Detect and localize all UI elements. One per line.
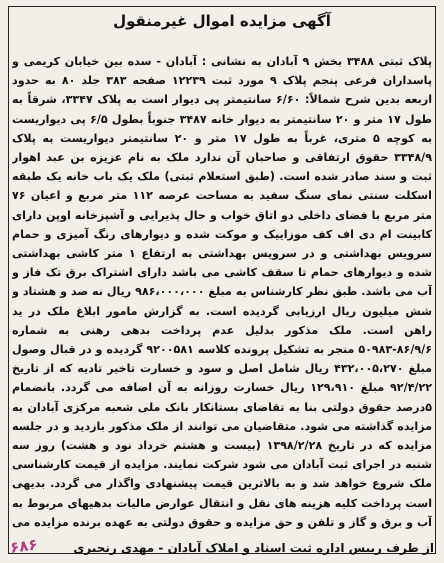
notice-title: آگهی مزایده اموال غیرمنقول xyxy=(113,12,331,30)
corner-handwritten-mark: ۶۸۶ xyxy=(8,535,39,557)
notice-signature: از طرف رییس اداره ثبت اسناد و املاک آبادان - مهدی رنجبری xyxy=(73,541,434,555)
notice-body: پلاک ثبتی ۳۴۸۸ بخش ۹ آبادان به نشانی : آبادان - سده بین خیابان کریمی و پاسداران فرعی پنجم پلاک ۹ مورد ثبت ۱۲۲۳۹ صفحه ۳۸۳ جلد ۸۰ به حدود اربعه بدین شرح شمالاً: ۶/۶۰ سانتیمتر پی دیوار است به پلاک ۳۳۴۷، شرقاً به طول ۱۷ متر و ۲۰ سانتیمتر به دیوار خانه ۳۴۸۷ جنوباً بطول ۶/۵ پی دیواریست به کوچه ۵ متری، غرباً به طول ۱۷ متر و ۲۰ سانتیمتر دیواریست به پلاک ۳۳۴۸/۹ حقوق ارتفاقی و صاحبان آن ندارد ملک به نام عزیزه بن عبد اهوار ثبت و سند صادر شده است. (طبق استعلام ثبتی) ملک یک باب خانه یک طبقه اسکلت سنتی نمای سنگ سفید به مساحت عرصه ۱۱۲ متر مربع و اعیان ۷۶ متر مربع با فضای داخلی دو اتاق خواب و حال پذیرایی و آشپزخانه اوپن دارای کابینت ام دی اف کف موزاییک و موکت شده و دیوارهای رنگ آمیزی و حمام سرویس بهداشتی و در سرویس بهداشتی به ارتفاع ۱ متر کاشی بهداشتی شده و دیوارهای حمام تا سقف کاشی می باشد دارای اشتراک برق تک فاز و آب می باشد. طبق نظر کارشناس به مبلغ ۹۸۶،۰۰۰،۰۰۰ ریال نه صد و هشتاد و شش میلیون ریال ارزیابی گردیده است. به گزارش مامور ابلاغ ملک در ید راهن است. ملک مذکور بدلیل عدم پرداخت بدهی رهنی به شماره ۸۶/۹/۶-۵۰۹۸۳ منجر به تشکیل پرونده کلاسه ۹۲۰۰۵۸۱ گردیده و در قبال وصول مبلغ ۴۳۲،۰۰۵،۲۷۰ ریال شامل اصل و سود و خسارت تاخیر تادیه که از تاریخ ۹۲/۴/۲۲ مبلغ ۱۲۹،۹۱۰ ریال خسارت روزانه به آن اضافه می گردد. بانضمام ۵درصد حقوق دولتی بنا به تقاضای بستانکار بانک ملی شعبه مرکزی آبادان به مزایده گذاشته می شود. متقاضیان می توانند از ملک مذکور بازدید و در جلسه مزایده که در تاریخ ۱۳۹۸/۲/۲۸ (بیست و هشتم خرداد نود و هشت) روز سه شنبه در اجرای ثبت آبادان می شود شرکت نمایند. مزایده از قیمت کارشناسی ملک شروع خواهد شد و به بالاترین قیمت پیشنهادی واگذار می گردد. بدیهی است پرداخت کلیه هزینه های نقل و انتقال عوارض مالیات بدهیهای مربوط به آب و برق و گاز و تلفن و حق مزایده و حقوق دولتی به عهده برنده مزایده می xyxy=(12,55,432,529)
